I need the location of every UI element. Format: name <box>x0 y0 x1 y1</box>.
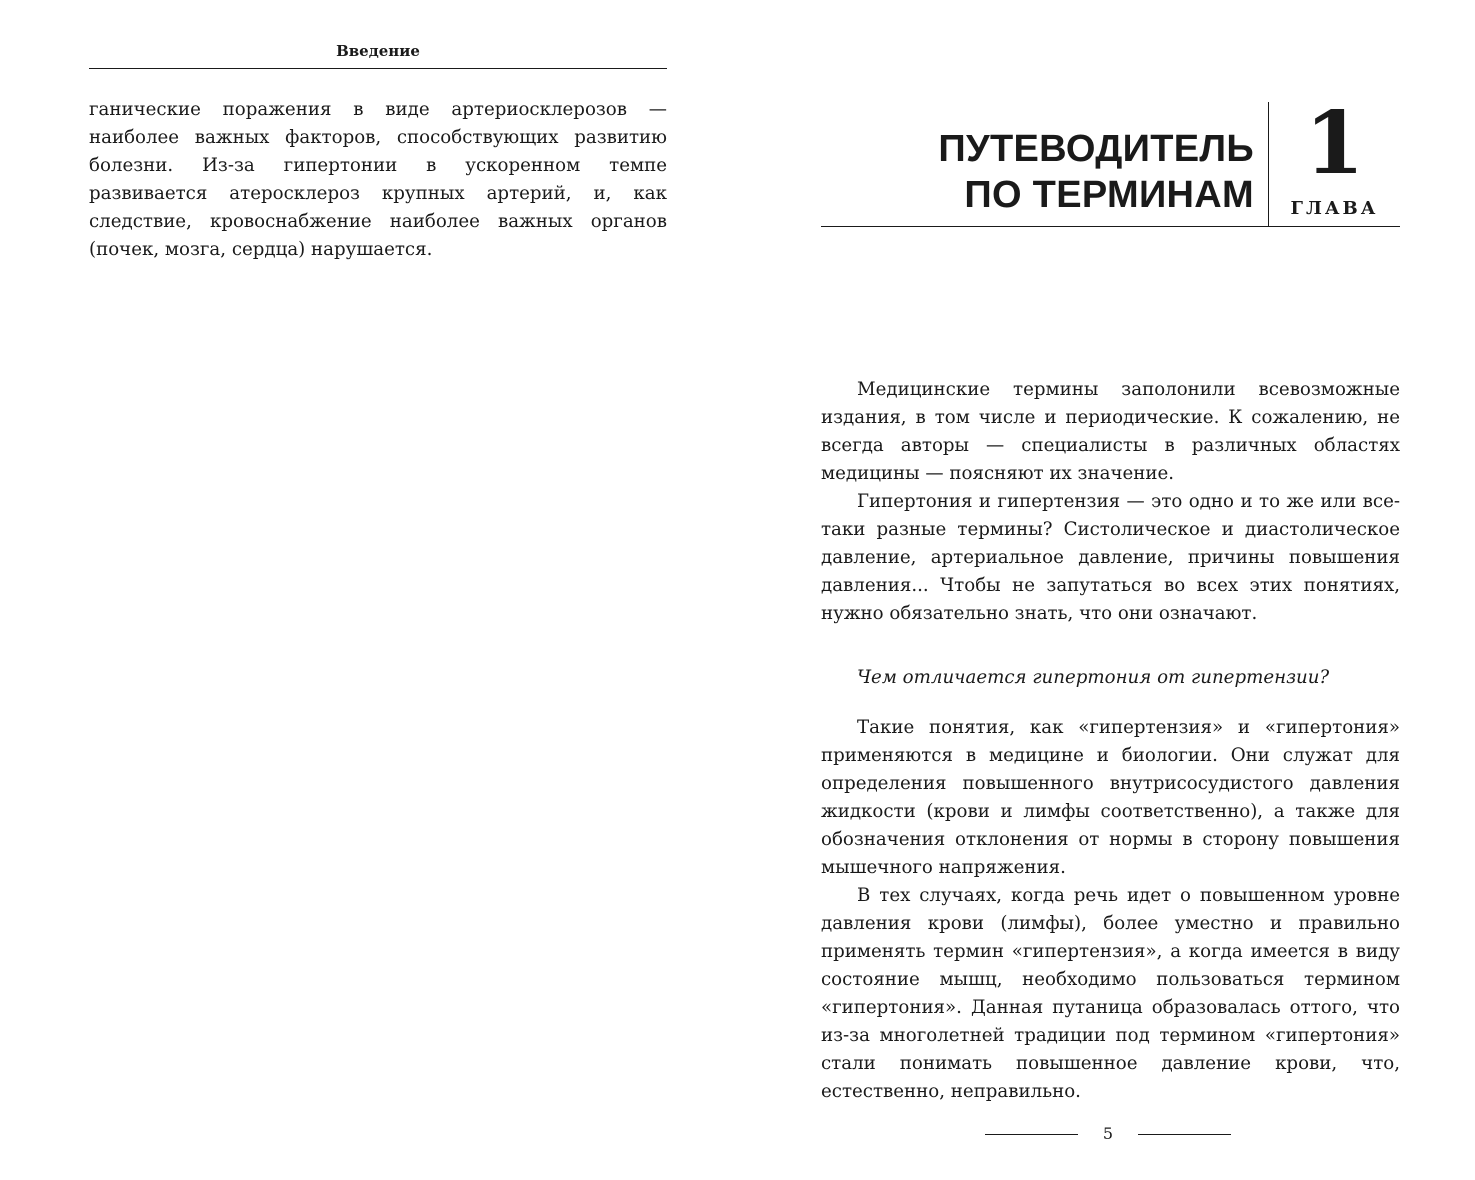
section-text <box>821 714 1400 1106</box>
section-subheading: Чем отличается гипертония от гипертензии? <box>857 667 1330 688</box>
chapter-rule <box>821 226 1400 227</box>
paragraph: Медицинские термины заполонили всевозможные издания, в том числе и периодические. К сожалению, не всегда авторы — специалисты в различных областях медицины — поясняют их значение. <box>821 379 1400 484</box>
chapter-title <box>938 126 1254 218</box>
running-head-rule <box>89 68 667 69</box>
chapter-header <box>821 93 1400 226</box>
paragraph: В тех случаях, когда речь идет о повышенном уровне давления крови (лимфы), более уместно и правильно применять термин «гипертензия», а когда имеется в виду состояние мышц, необходимо пользоваться термином «гипертония». Данная путаница образовалась оттого, что из-за многолетней традиции под термином «гипертония» стали понимать повышенное давление крови, что, естественно, неправильно. <box>821 885 1400 1102</box>
chapter-title-line-1: ПУТЕВОДИТЕЛЬ <box>938 128 1254 170</box>
left-body <box>89 96 667 264</box>
paragraph: ганические поражения в виде артериосклерозов — наиболее важных факторов, способствующих развитию болезни. Из-за гипертонии в ускоренном темпе развивается атеросклероз крупных артерий, и, как следствие, кровоснабжение наиболее важных органов (почек, мозга, сердца) нарушается. <box>89 99 667 260</box>
page-number: 5 <box>1102 1124 1114 1143</box>
page-footer <box>985 1122 1231 1146</box>
running-head: Введение <box>336 42 420 60</box>
paragraph: Гипертония и гипертензия — это одно и то же или все-таки разные термины? Систолическое и диастолическое давление, артериальное давление, причины повышения давления... Чтобы не запутаться во всех этих понятиях, нужно обязательно знать, что они означают. <box>821 491 1400 624</box>
chapter-title-line-2: ПО ТЕРМИНАМ <box>964 174 1254 216</box>
paragraph: Такие понятия, как «гипертензия» и «гипертония» применяются в медицине и биологии. Они служат для определения повышенного внутрисосудистого давления жидкости (крови и лимфы соответственно), а также для обозначения отклонения от нормы в сторону повышения мышечного напряжения. <box>821 717 1400 878</box>
footer-rule-right <box>1138 1134 1231 1135</box>
intro-text <box>821 376 1400 628</box>
footer-rule-left <box>985 1134 1078 1135</box>
chapter-label: ГЛАВА <box>1290 198 1379 219</box>
chapter-number: 1 <box>1304 93 1365 194</box>
